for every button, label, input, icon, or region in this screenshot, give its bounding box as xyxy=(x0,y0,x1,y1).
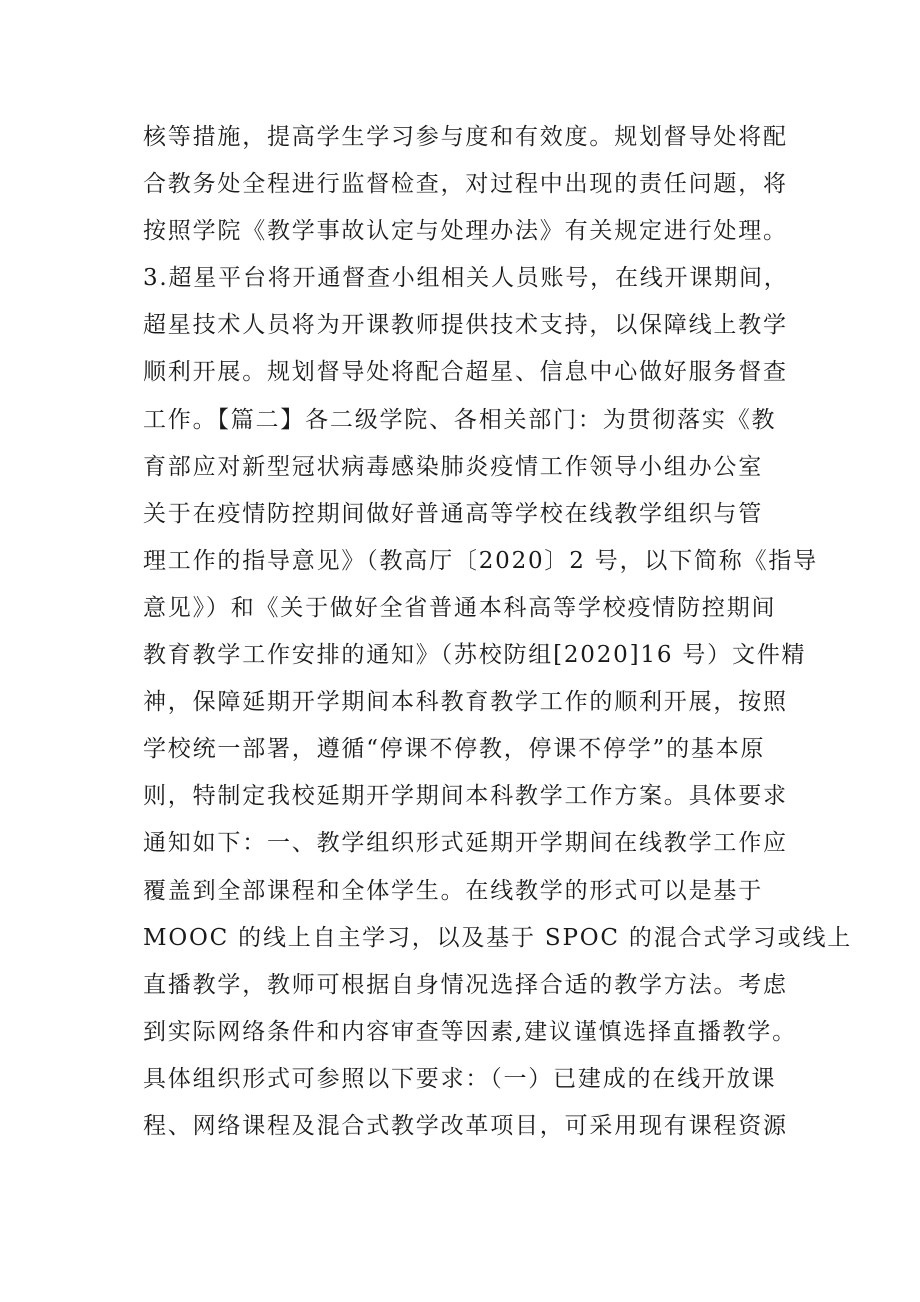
text-line: 直播教学，教师可根据自身情况选择合适的教学方法。考虑 xyxy=(143,971,788,998)
text-line: 3.超星平台将开通督查小组相关人员账号，在线开课期间， xyxy=(143,265,789,292)
text-line: 学校统一部署，遵循“停课不停教，停课不停学”的基本原 xyxy=(143,736,766,763)
text-line: 核等措施，提高学生学习参与度和有效度。规划督导处将配 xyxy=(143,124,788,150)
text-line: 程、网络课程及混合式教学改革项目，可采用现有课程资源 xyxy=(143,1112,788,1139)
body-text xyxy=(143,114,853,1150)
text-line: 通知如下：一、教学组织形式延期开学期间在线教学工作应 xyxy=(143,830,788,857)
text-line: 覆盖到全部课程和全体学生。在线教学的形式可以是基于 xyxy=(143,877,763,904)
text-line: 工作。【篇二】各二级学院、各相关部门：为贯彻落实《教 xyxy=(143,406,777,433)
text-line: 教育教学工作安排的通知》（苏校防组[2020]16 号）文件精 xyxy=(143,642,807,669)
text-line: 超星技术人员将为开课教师提供技术支持，以保障线上教学 xyxy=(143,312,788,339)
text-line: 育部应对新型冠状病毒感染肺炎疫情工作领导小组办公室 xyxy=(143,453,763,480)
text-line: 合教务处全程进行监督检查，对过程中出现的责任问题，将 xyxy=(143,171,788,198)
text-line: 顺利开展。规划督导处将配合超星、信息中心做好服务督查 xyxy=(143,359,788,386)
text-line: 理工作的指导意见》（教高厅〔2020〕2 号，以下简称《指导 xyxy=(143,547,818,574)
text-line: 则，特制定我校延期开学期间本科教学工作方案。具体要求 xyxy=(143,783,788,810)
text-line: 关于在疫情防控期间做好普通高等学校在线教学组织与管 xyxy=(143,500,763,527)
text-line: 按照学院《教学事故认定与处理办法》有关规定进行处理。 xyxy=(143,218,788,245)
text-line: MOOC 的线上自主学习，以及基于 SPOC 的混合式学习或线上 xyxy=(143,924,853,951)
text-line: 具体组织形式可参照以下要求：（一）已建成的在线开放课 xyxy=(143,1065,777,1092)
text-line: 到实际网络条件和内容审查等因素,建议谨慎选择直播教学。 xyxy=(143,1018,797,1045)
text-line: 意见》）和《关于做好全省普通本科高等学校疫情防控期间 xyxy=(143,594,777,621)
text-line: 神，保障延期开学期间本科教育教学工作的顺利开展，按照 xyxy=(143,689,788,716)
